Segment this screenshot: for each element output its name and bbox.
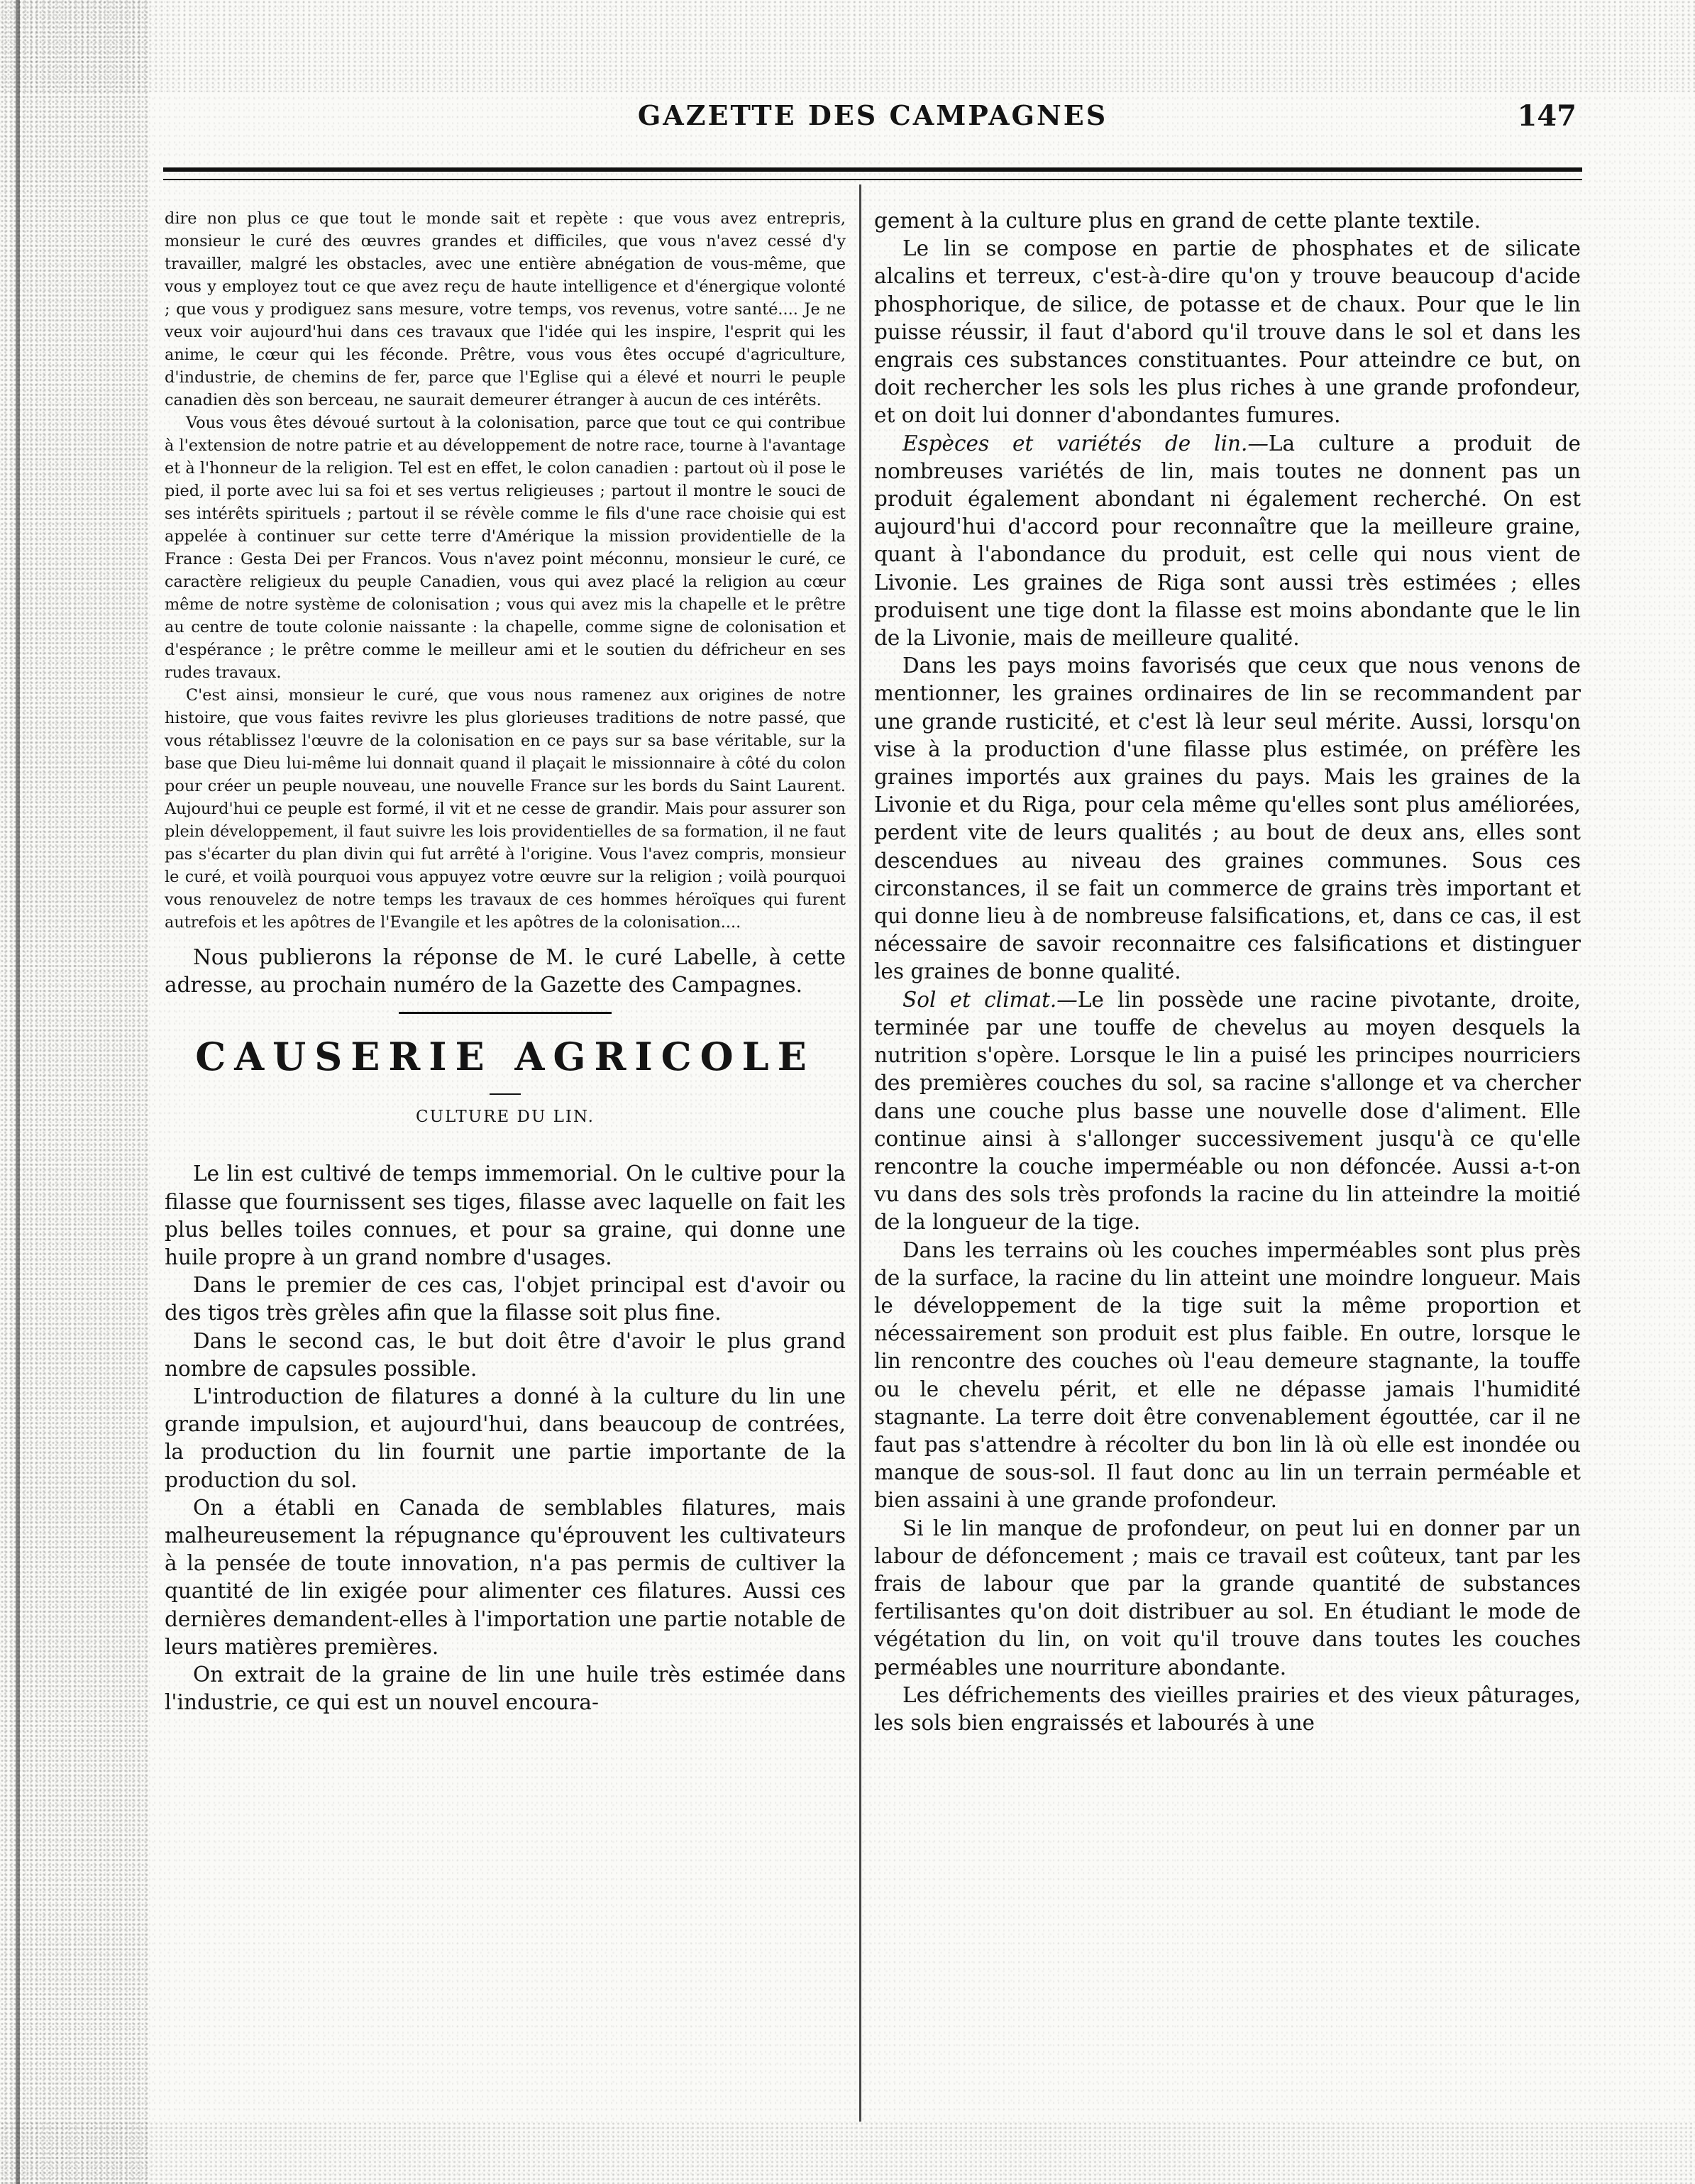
article-paragraph: Dans les terrains où les couches imperméables sont plus près de la surface, la racine du lin atteint une moindre longueur. Mais le développement de la tige suit la même proportion et nécessairement son produit est plus faible. En outre, lorsque le lin rencontre des couches où l'eau demeure stagnante, la touffe ou le chevelu périt, et elle ne dépasse jamais l'humidité stagnante. La terre doit être convenablement égouttée, car il ne faut pas s'attendre à récolter du bon lin là où elle est inondée ou manque de sous-sol. Il faut donc au lin un terrain perméable et bien assaini à une grande profondeur.	[874, 1237, 1581, 1513]
letter-paragraph: Vous vous êtes dévoué surtout à la colonisation, parce que tout ce qui contribue à l'extension de notre patrie et au développement de notre race, tourne à l'avantage et à l'honneur de la religion. Tel est en effet, le colon canadien : partout où il pose le pied, il porte avec lui sa foi et ses vertus religieuses ; partout il montre le souci de ses intérêts spirituels ; partout il se révèle comme le fils d'une race choisie qui est appelée à continuer sur cette terre d'Amérique la mission providentielle de la France : Gesta Dei per Francos. Vous n'avez point méconnu, monsieur le curé, ce caractère religieux du peuple Canadien, vous qui avez placé la religion au cœur même de notre système de colonisation ; vous qui avez mis la chapelle et le prêtre au centre de toute colonie naissante : la chapelle, comme signe de colonisation et d'espérance ; le prêtre comme le meilleur ami et le soutien du défricheur en ses rudes travaux.	[165, 414, 846, 682]
article-paragraph: Les défrichements des vieilles prairies et des vieux pâturages, les sols bien engraissés et labourés à une	[874, 1682, 1581, 1735]
title-rule	[490, 1093, 521, 1095]
article-paragraph: Le lin est cultivé de temps immemorial. On le cultive pour la filasse que fournissent ses tiges, filasse avec laquelle on fait les plus belles toiles connues, et pour sa graine, qui donne une huile propre à un grand nombre d'usages.	[165, 1162, 846, 1270]
letter-paragraph: dire non plus ce que tout le monde sait et repète : que vous avez entrepris, monsieur le curé des œuvres grandes et difficiles, que vous n'avez cessé d'y travailler, malgré les obstacles, avec une entière abnégation de vous-même, que vous y employez tout ce que avez reçu de haute intelligence et d'énergique volonté ; que vous y prodiguez sans mesure, votre temps, vos revenus, votre santé.... Je ne veux voir aujourd'hui dans ces travaux que l'idée qui les inspire, l'esprit qui les anime, le cœur qui les féconde. Prêtre, vous vous êtes occupé d'agriculture, d'industrie, de chemins de fer, parce que l'Eglise qui a élevé et nourri le peuple canadien dès son berceau, ne saurait demeurer étranger à aucun de ces intérêts.	[165, 209, 846, 409]
sol-paragraph	[874, 986, 1581, 1237]
article-paragraph: Le lin se compose en partie de phosphates et de silicate alcalins et terreux, c'est-à-dire qu'on y trouve beaucoup d'acide phosphorique, de silice, de potasse et de chaux. Pour que le lin puisse réussir, il faut d'abord qu'il trouve dans le sol et dans les engrais ces substances constituantes. Pour atteindre ce but, on doit rechercher les sols les plus riches à une grande profondeur, et on doit lui donner d'abondantes fumures.	[874, 236, 1581, 428]
article-paragraph: Si le lin manque de profondeur, on peut lui en donner par un labour de défoncement ; mais ce travail est coûteux, tant par les frais de labour que par la grande quantité de substances fertilisantes qu'on doit distribuer au sol. En étudiant le mode de végétation du lin, on voit qu'il trouve dans toutes les couches perméables une nourriture abondante.	[874, 1516, 1581, 1680]
section-rule	[399, 1012, 612, 1014]
article-paragraph: gement à la culture plus en grand de cette plante textile.	[874, 209, 1481, 233]
article-paragraph: Dans les pays moins favorisés que ceux que nous venons de mentionner, les graines ordinaires de lin se recommandent par une grande rusticité, et c'est là leur seul mérite. Aussi, lorsqu'on vise à la production d'une filasse plus estimée, on préfère les graines importés aux graines du pays. Mais les graines de la Livonie et du Riga, pour cela même qu'elles sont plus améliorées, perdent vite de leurs qualités ; au bout de deux ans, elles sont descendues au niveau des graines communes. Sous ces circonstances, il se fait un commerce de grains très important et qui donne lieu à de nombreuse falsifications, et, dans ce cas, il est nécessaire de savoir reconnaitre ces falsifications et distinguer les graines de bonne qualité.	[874, 653, 1581, 984]
article-paragraph: Dans le second cas, le but doit être d'avoir le plus grand nombre de capsules possible.	[165, 1328, 846, 1381]
column-divider	[859, 184, 861, 2122]
sol-heading: Sol et climat.—	[902, 987, 1078, 1012]
section-subtitle: CULTURE DU LIN.	[416, 1108, 595, 1127]
especes-paragraph	[874, 430, 1581, 653]
left-column	[165, 207, 846, 1716]
header-rule	[163, 167, 1582, 180]
article-paragraph: On extrait de la graine de lin une huile très estimée dans l'industrie, ce qui est un nouvel encoura-	[165, 1662, 846, 1715]
scan-noise-bottom	[0, 2122, 1695, 2184]
article-body-right	[874, 207, 1581, 1737]
editor-note: Nous publierons la réponse de M. le curé Labelle, à cette adresse, au prochain numéro de la Gazette des Campagnes.	[165, 945, 846, 998]
sol-text: Le lin possède une racine pivotante, droite, terminée par une touffe de chevelus au moyen desquels la nutrition s'opère. Lorsque le lin a puisé les principes nourriciers des premières couches du sol, sa racine s'allonge et va chercher dans une couche plus basse une nouvelle dose d'aliment. Elle continue ainsi à s'allonger successivement jusqu'à ce qu'elle rencontre la couche imperméable ou non défoncée. Aussi a-t-on vu dans des sols très profonds la racine du lin atteindre la moitié de la longueur de la tige.	[874, 987, 1581, 1235]
running-title: GAZETTE DES CAMPAGNES	[637, 99, 1108, 131]
section-title: CAUSERIE AGRICOLE	[195, 1034, 815, 1080]
especes-heading: Espèces et variétés de lin.—	[902, 431, 1269, 456]
scan-noise-top	[0, 0, 1695, 92]
page-number: 147	[1517, 99, 1577, 133]
scan-noise-left	[0, 0, 149, 2184]
article-paragraph: L'introduction de filatures a donné à la culture du lin une grande impulsion, et aujourd'hui, dans beaucoup de contrées, la production du lin fournit une partie importante de la production du sol.	[165, 1384, 846, 1492]
letter-text	[165, 207, 846, 934]
editor-note-block	[165, 944, 846, 999]
page-header	[163, 99, 1582, 142]
especes-text: La culture a produit de nombreuses variétés de lin, mais toutes ne donnent pas un produit également abondant ni également recherché. On est aujourd'hui d'accord pour reconnaître que la meilleure graine, quant à l'abondance du produit, est celle qui nous vient de Livonie. Les graines de Riga sont aussi très estimées ; elles produisent une tige dont la filasse est moins abondante que le lin de la Livonie, mais de meilleure qualité.	[874, 431, 1581, 651]
right-column	[874, 207, 1581, 1737]
article-paragraph: Dans le premier de ces cas, l'objet principal est d'avoir ou des tigos très grèles afin que la filasse soit plus fine.	[165, 1273, 846, 1325]
letter-paragraph: C'est ainsi, monsieur le curé, que vous nous ramenez aux origines de notre histoire, que vous faites revivre les plus glorieuses traditions de notre passé, que vous rétablissez l'œuvre de la colonisation en ce pays sur sa base véritable, sur la base que Dieu lui-même lui donnait quand il plaçait le missionnaire à côté du colon pour créer un peuple nouveau, une nouvelle France sur les bords du Saint Laurent. Aujourd'hui ce peuple est formé, il vit et ne cesse de grandir. Mais pour assurer son plein développement, il faut suivre les lois providentielles de sa formation, il ne faut pas s'écarter du plan divin qui fut arrêté à l'origine. Vous l'avez compris, monsieur le curé, et voilà pourquoi vous appuyez votre œuvre sur la religion ; voilà pourquoi vous renouvelez de notre temps les travaux de ces hommes héroïques qui furent autrefois et les apôtres de l'Evangile et les apôtres de la colonisation....	[165, 686, 846, 932]
spacer	[165, 934, 846, 944]
article-body-left	[165, 1160, 846, 1716]
binding-edge	[16, 0, 20, 2184]
article-paragraph: On a établi en Canada de semblables filatures, mais malheureusement la répugnance qu'éprouvent les cultivateurs à la pensée de toute innovation, n'a pas permis de cultiver la quantité de lin exigée pour alimenter ces filatures. Aussi ces dernières demandent-elles à l'importation une partie notable de leurs matières premières.	[165, 1495, 846, 1659]
